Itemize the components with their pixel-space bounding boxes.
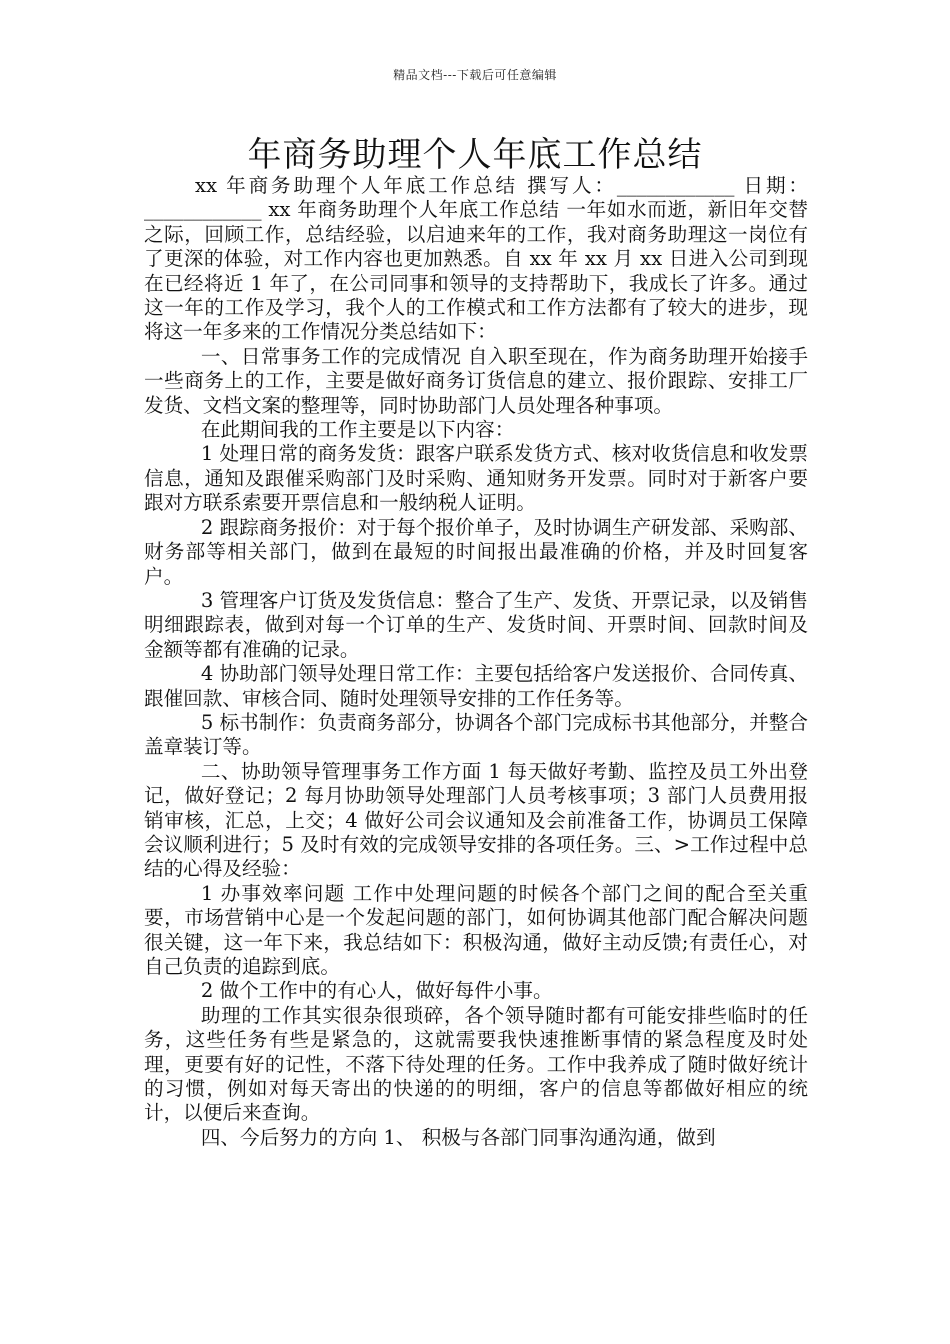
paragraph-section-4: 四、今后努力的方向 1、 积极与各部门同事沟通沟通，做到: [200, 1125, 716, 1149]
paragraph-efficiency: 1 办事效率问题 工作中处理问题的时候各个部门之间的配合至关重要，市场营销中心是一个发起问题的部门，如何协调其他部门配合解决问题很关键，这一年下来，我总结如下：积极沟通，做好主动反馈;有责任心，对自己负责的追踪到底。: [144, 881, 808, 978]
paragraph-section-1: 一、日常事务工作的完成情况 自入职至现在，作为商务助理开始接手一些商务上的工作，主要是做好商务订货信息的建立、报价跟踪、安排工厂发货、文档文案的整理等，同时协助部门人员处理各种事项。: [144, 344, 808, 417]
paragraph-item-3: 3 管理客户订货及发货信息：整合了生产、发货、开票记录，以及销售明细跟踪表，做到对每一个订单的生产、发货时间、开票时间、回款时间及金额等都有准确的记录。: [144, 588, 808, 661]
document-body: [144, 174, 808, 1150]
paragraph-attentive: 2 做个工作中的有心人，做好每件小事。: [200, 979, 553, 1003]
page-header: 精品文档---下载后可任意编辑: [393, 68, 557, 82]
paragraph-assistant-work: 助理的工作其实很杂很琐碎，各个领导随时都有可能安排些临时的任务，这些任务有些是紧急的，这就需要我快速推断事情的紧急程度及时处理，更要有好的记性，不落下待处理的任务。工作中我养成了随时做好统计的习惯，例如对每天寄出的快递的的明细，客户的信息等都做好相应的统计，以便后来查询。: [144, 1003, 808, 1125]
paragraph-intro: xx 年商务助理个人年底工作总结 撰写人：____________ 日期：____________ xx 年商务助理个人年底工作总结 一年如水而逝，新旧年交替之际，回顾工作，总结经验，以启迪来年的工作，我对商务助理这一岗位有了更深的体验，对工作内容也更加熟悉。自 xx 年 xx 月 xx 日进入公司到现在已经将近 1 年了，在公司同事和领导的支持帮助下，我成长了许多。通过这一年的工作及学习，我个人的工作模式和工作方法都有了较大的进步，现将这一年多来的工作情况分类总结如下：: [144, 174, 808, 344]
paragraph-item-5: 5 标书制作：负责商务部分，协调各个部门完成标书其他部分，并整合盖章装订等。: [144, 710, 808, 759]
paragraph-item-1: 1 处理日常的商务发货：跟客户联系发货方式、核对收货信息和收发票信息，通知及跟催采购部门及时采购、通知财务开发票。同时对于新客户要跟对方联系索要开票信息和一般纳税人证明。: [144, 442, 808, 515]
paragraph-item-4: 4 协助部门领导处理日常工作：主要包括给客户发送报价、合同传真、跟催回款、审核合同、随时处理领导安排的工作任务等。: [144, 662, 808, 710]
paragraph-item-2: 2 跟踪商务报价：对于每个报价单子，及时协调生产研发部、采购部、财务部等相关部门，做到在最短的时间报出最准确的价格，并及时回复客户。: [144, 515, 808, 588]
document-title: 年商务助理个人年底工作总结: [247, 135, 703, 175]
paragraph-work-content-intro: 在此期间我的工作主要是以下内容：: [200, 418, 515, 442]
paragraph-section-2: 二、协助领导管理事务工作方面 1 每天做好考勤、监控及员工外出登记，做好登记；2 每月协助领导处理部门人员考核事项；3 部门人员费用报销审核，汇总，上交；4 做好公司会议通知及会前准备工作，协调员工保障会议顺利进行；5 及时有效的完成领导安排的各项任务。三、>工作过程中总结的心得及经验：: [144, 759, 808, 881]
